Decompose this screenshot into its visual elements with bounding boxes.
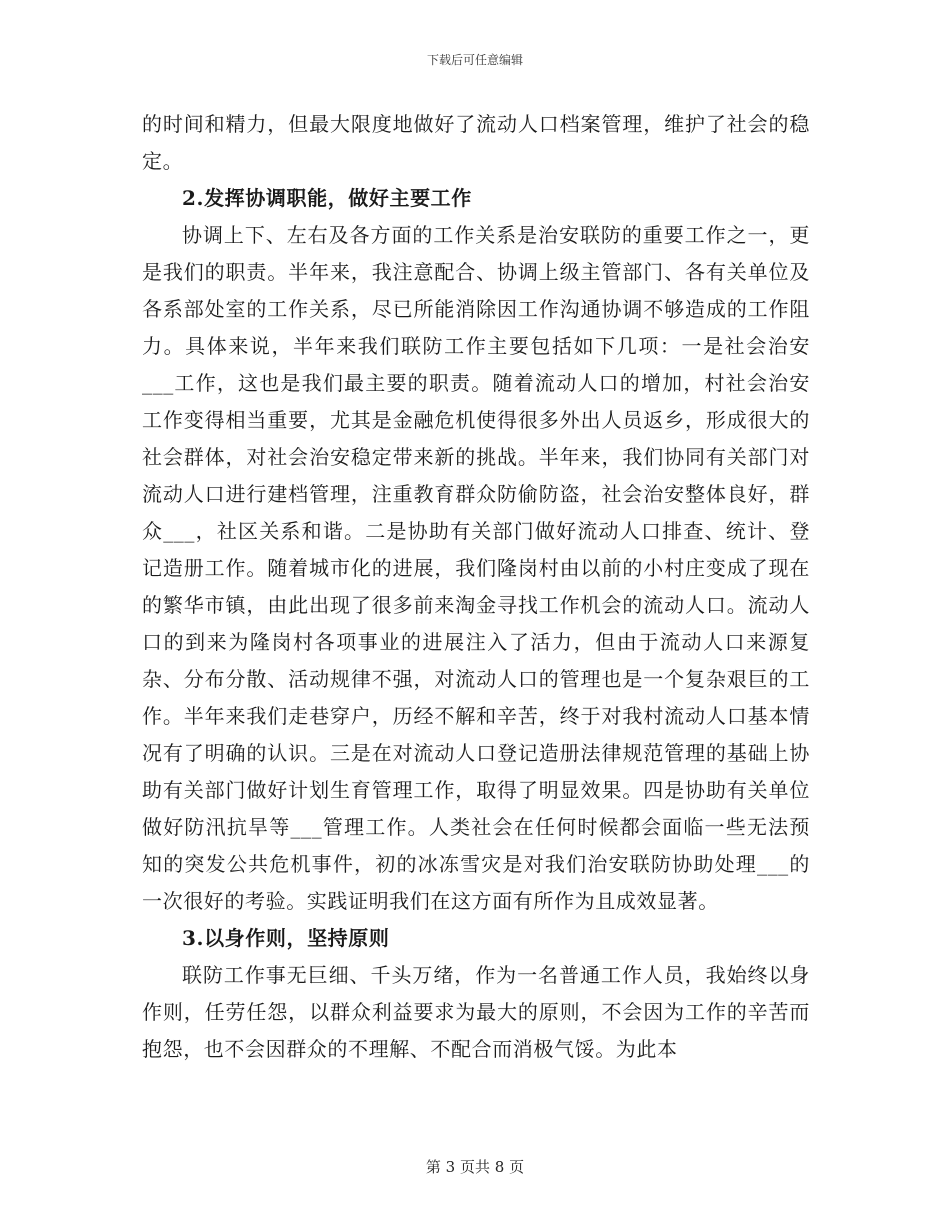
page-number: 第 3 页共 8 页: [425, 1158, 525, 1176]
paragraph-coordination: 协调上下、左右及各方面的工作关系是治安联防的重要工作之一，更是我们的职责。半年来，我注意配合、协调上级主管部门、各有关单位及各系部处室的工作关系，尽已所能消除因工作沟通协调不够造成的工作阻力。具体来说，半年来我们联防工作主要包括如下几项：一是社会治安___工作，这也是我们最主要的职责。随着流动人口的增加，村社会治安工作变得相当重要，尤其是金融危机使得很多外出人员返乡，形成很大的社会群体，对社会治安稳定带来新的挑战。半年来，我们协同有关部门对流动人口进行建档管理，注重教育群众防偷防盗，社会治安整体良好，群众___，社区关系和谐。二是协助有关部门做好流动人口排查、统计、登记造册工作。随着城市化的进展，我们隆岗村由以前的小村庄变成了现在的繁华市镇，由此出现了很多前来淘金寻找工作机会的流动人口。流动人口的到来为隆岗村各项事业的进展注入了活力，但由于流动人口来源复杂、分布分散、活动规律不强，对流动人口的管理也是一个复杂艰巨的工作。半年来我们走巷穿户，历经不解和辛苦，终于对我村流动人口基本情况有了明确的认识。三是在对流动人口登记造册法律规范管理的基础上协助有关部门做好计划生育管理工作，取得了明显效果。四是协助有关单位做好防汛抗旱等___管理工作。人类社会在任何时候都会面临一些无法预知的突发公共危机事件，初的冰冻雪灾是对我们治安联防协助处理___的一次很好的考验。实践证明我们在这方面有所作为且成效显著。: [142, 223, 810, 913]
page-header: 下载后可任意编辑: [426, 53, 523, 67]
paragraph-principles: 联防工作事无巨细、千头万绪，作为一名普通工作人员，我始终以身作则，任劳任怨，以群众利益要求为最大的原则，不会因为工作的辛苦而抱怨，也不会因群众的不理解、不配合而消极气馁。为此本: [142, 963, 810, 1061]
section-heading-3: 3.以身作则，坚持原则: [182, 926, 390, 950]
document-body: [142, 106, 810, 1068]
paragraph-continuation: 的时间和精力，但最大限度地做好了流动人口档案管理，维护了社会的稳定。: [142, 112, 810, 173]
section-heading-2: 2.发挥协调职能，做好主要工作: [182, 186, 472, 210]
